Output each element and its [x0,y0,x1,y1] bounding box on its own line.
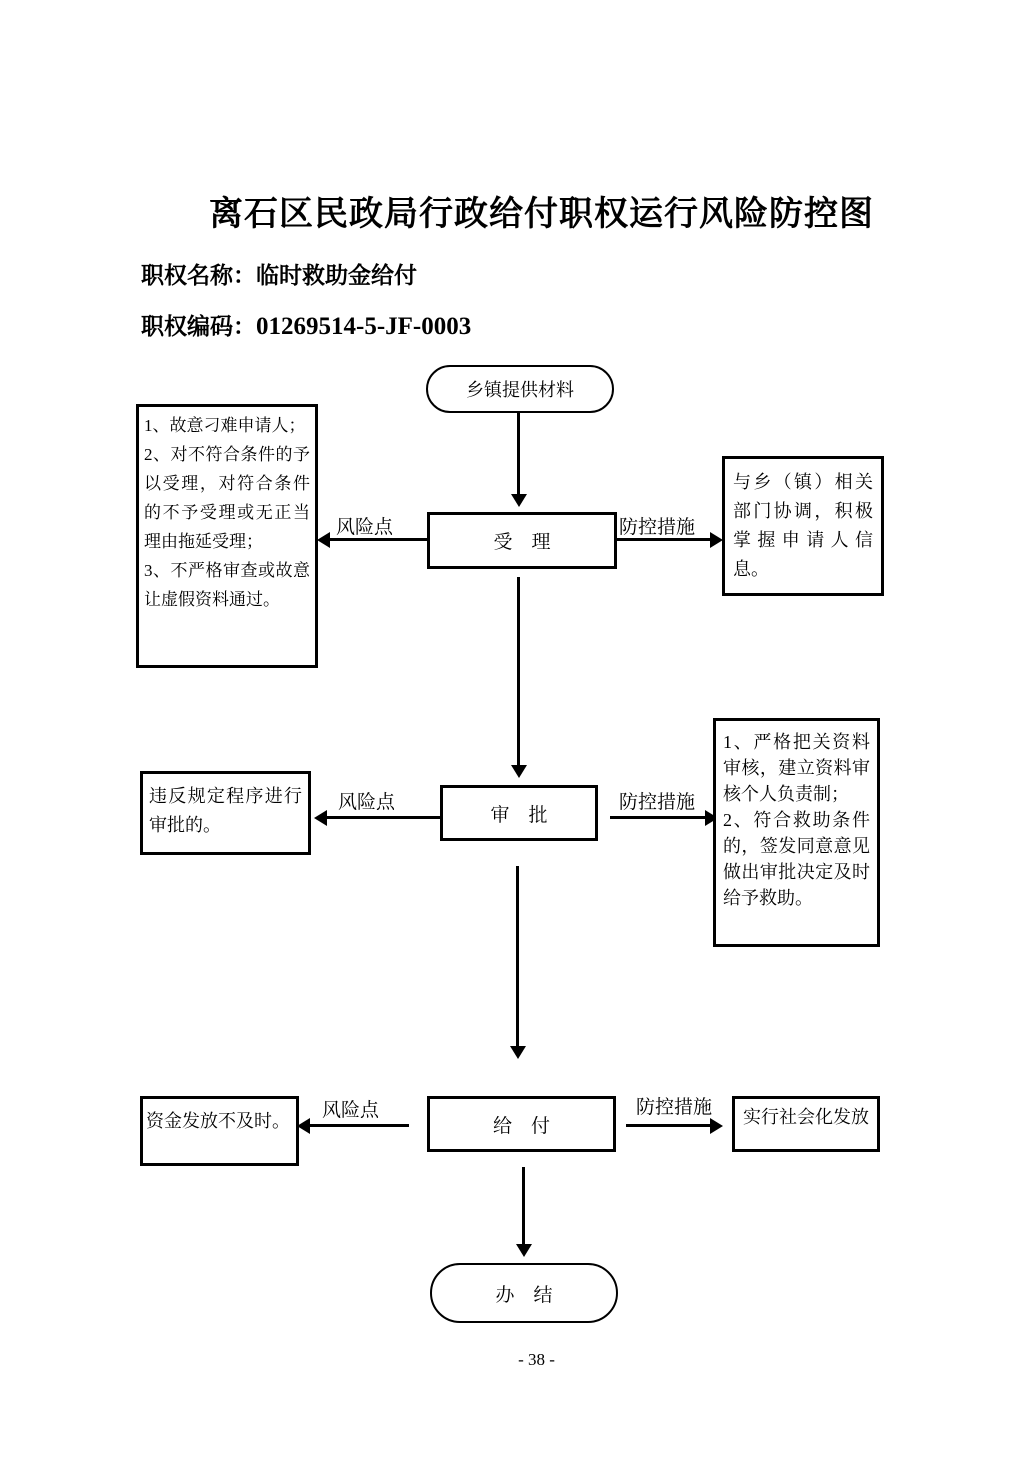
measure-item: 2、符合救助条件的，签发同意意见做出审批决定及时给予救助。 [723,810,870,908]
arrow-pay-to-end [515,1167,532,1257]
authority-code-line [141,308,471,341]
arrow-shaft [329,538,427,541]
arrow-shaft [309,1124,409,1127]
risk-item: 1、故意刁难申请人； [144,416,306,435]
arrow-accept-to-approve [510,577,527,778]
process-node-pay: 给 付 [427,1096,616,1152]
authority-code-value: 01269514-5-JF-0003 [256,313,472,340]
authority-code-label: 职权编码： [141,313,256,339]
measure-label-approve: 防控措施 [619,792,696,813]
flow-end-node: 办 结 [430,1263,618,1323]
measure-label-pay: 防控措施 [636,1097,713,1118]
process-node-accept: 受 理 [427,512,617,569]
measure-box-accept [722,456,884,596]
page-number: - 38 - [518,1350,555,1369]
measure-box-pay [732,1096,880,1152]
arrow-approve-to-measure [610,809,718,826]
arrow-shaft [626,1124,711,1127]
authority-name-label: 职权名称： [141,262,256,288]
arrow-shaft [326,816,440,819]
risk-item: 3、不严格审查或故意让虚假资料通过。 [144,561,310,609]
arrow-approve-to-pay [509,866,526,1059]
arrow-head-icon [317,532,330,548]
arrow-start-to-accept [510,412,527,507]
page-title: 离石区民政局行政给付职权运行风险防控图 [209,195,874,233]
process-node-approve: 审 批 [440,785,598,841]
arrow-pay-to-risk [297,1117,409,1134]
arrow-shaft [516,866,519,1047]
arrow-head-icon [510,1046,526,1059]
arrow-approve-to-risk [314,809,440,826]
risk-label-pay: 风险点 [322,1100,380,1121]
risk-item: 资金发放不及时。 [146,1111,290,1131]
arrow-head-icon [511,494,527,507]
risk-box-pay [140,1096,299,1166]
arrow-head-icon [314,810,327,826]
risk-box-accept [136,404,318,668]
arrow-shaft [615,538,711,541]
measure-item: 实行社会化发放 [743,1107,869,1127]
arrow-shaft [610,816,706,819]
arrow-pay-to-measure [626,1117,723,1134]
arrow-head-icon [710,1118,723,1134]
measure-label-accept: 防控措施 [619,517,696,538]
authority-name-line [141,257,417,290]
arrow-head-icon [511,765,527,778]
flow-start-node: 乡镇提供材料 [426,365,614,413]
measure-item: 与乡（镇）相关部门协调，积极掌握申请人信息。 [733,472,873,579]
risk-label-accept: 风险点 [336,517,394,538]
arrow-shaft [517,412,520,495]
risk-label-approve: 风险点 [338,792,396,813]
arrow-accept-to-risk [317,531,427,548]
risk-item: 2、对不符合条件的予以受理，对符合条件的不予受理或无正当理由拖延受理； [144,445,310,551]
measure-box-approve [713,718,880,947]
arrow-head-icon [516,1244,532,1257]
risk-box-approve [140,771,311,855]
measure-item: 1、严格把关资料审核，建立资料审核个人负责制； [723,732,870,804]
authority-name-value: 临时救助金给付 [256,262,417,288]
risk-item: 违反规定程序进行审批的。 [149,786,302,835]
arrow-accept-to-measure [615,531,723,548]
arrow-shaft [522,1167,525,1245]
arrow-shaft [517,577,520,766]
